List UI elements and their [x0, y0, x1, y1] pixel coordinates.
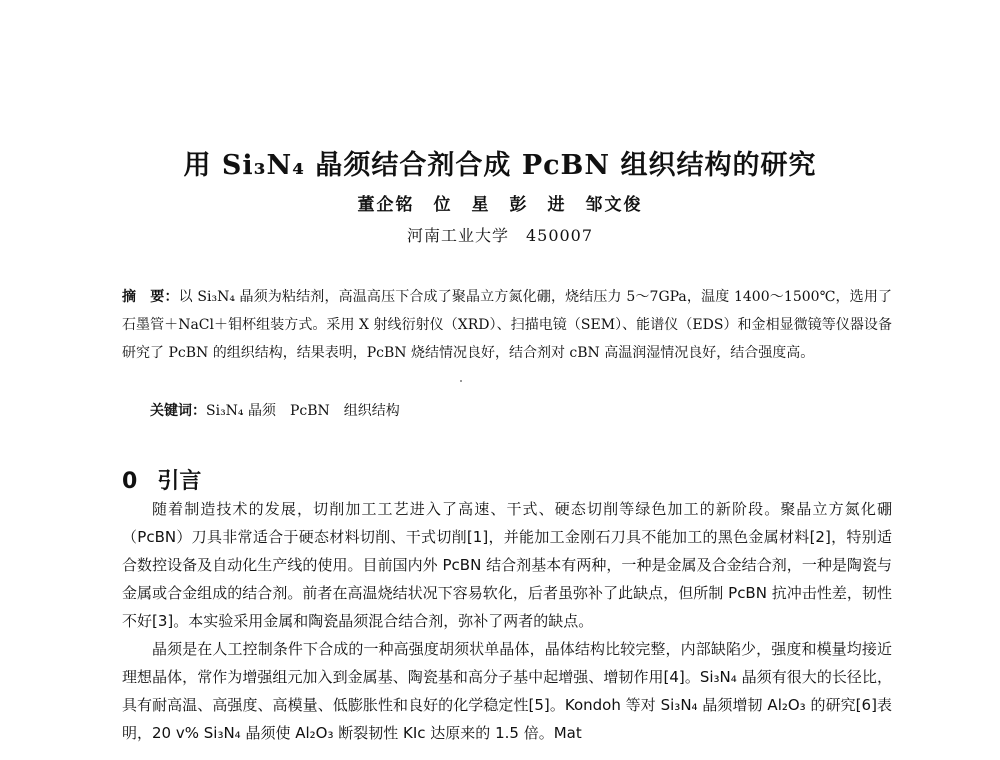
paper-affiliation: 河南工业大学 450007 — [406, 226, 594, 245]
section-heading — [122, 464, 201, 495]
keywords-label: 关键词： — [150, 403, 206, 419]
abstract — [122, 283, 892, 367]
paper-title: 用 Si₃N₄ 晶须结合剂合成 PcBN 组织结构的研究 — [183, 150, 817, 181]
scan-speck — [460, 380, 462, 382]
keywords — [150, 397, 890, 425]
section-number: 0 — [122, 469, 138, 494]
section-body — [122, 495, 892, 747]
paragraph-2: 晶须是在人工控制条件下合成的一种高强度胡须状单晶体，晶体结构比较完整，内部缺陷少，强度和模量均接近理想晶体，常作为增强组元加入到金属基、陶瓷基和高分子基中起增强、增韧作用[4]。Si₃N₄ 晶须有很大的长径比，具有耐高温、高强度、高模量、低膨胀性和良好的化学稳定性[5]。Kondoh 等对 Si₃N₄ 晶须增韧 Al₂O₃ 的研究[6]表明，20 v% Si₃N₄ 晶须使 Al₂O₃ 断裂韧性 KIc 达原来的 1.5 倍。Mat — [122, 640, 892, 742]
abstract-label: 摘 要： — [122, 289, 179, 305]
abstract-text: 以 Si₃N₄ 晶须为粘结剂，高温高压下合成了聚晶立方氮化硼，烧结压力 5～7GPa，温度 1400～1500℃，选用了石墨管＋NaCl＋钼杯组装方式。采用 X 射线衍射仪（XRD）、扫描电镜（SEM）、能谱仪（EDS）和金相显微镜等仪器设备研究了 PcBN 的组织结构，结果表明，PcBN 烧结情况良好，结合剂对 cBN 高温润湿情况良好，结合强度高。 — [122, 289, 892, 361]
paragraph-1: 随着制造技术的发展，切削加工工艺进入了高速、干式、硬态切削等绿色加工的新阶段。聚晶立方氮化硼（PcBN）刀具非常适合于硬态材料切削、干式切削[1]，并能加工金刚石刀具不能加工的黑色金属材料[2]，特别适合数控设备及自动化生产线的使用。目前国内外 PcBN 结合剂基本有两种，一种是金属及合金结合剂，一种是陶瓷与金属或合金组成的结合剂。前者在高温烧结状况下容易软化，后者虽弥补了此缺点，但所制 PcBN 抗冲击性差，韧性不好[3]。本实验采用金属和陶瓷晶须混合结合剂，弥补了两者的缺点。 — [122, 500, 892, 630]
section-title: 引言 — [157, 469, 202, 494]
keywords-text: Si₃N₄ 晶须 PcBN 组织结构 — [206, 403, 400, 419]
paper-authors: 董企铭 位 星 彭 进 邹文俊 — [357, 195, 643, 215]
